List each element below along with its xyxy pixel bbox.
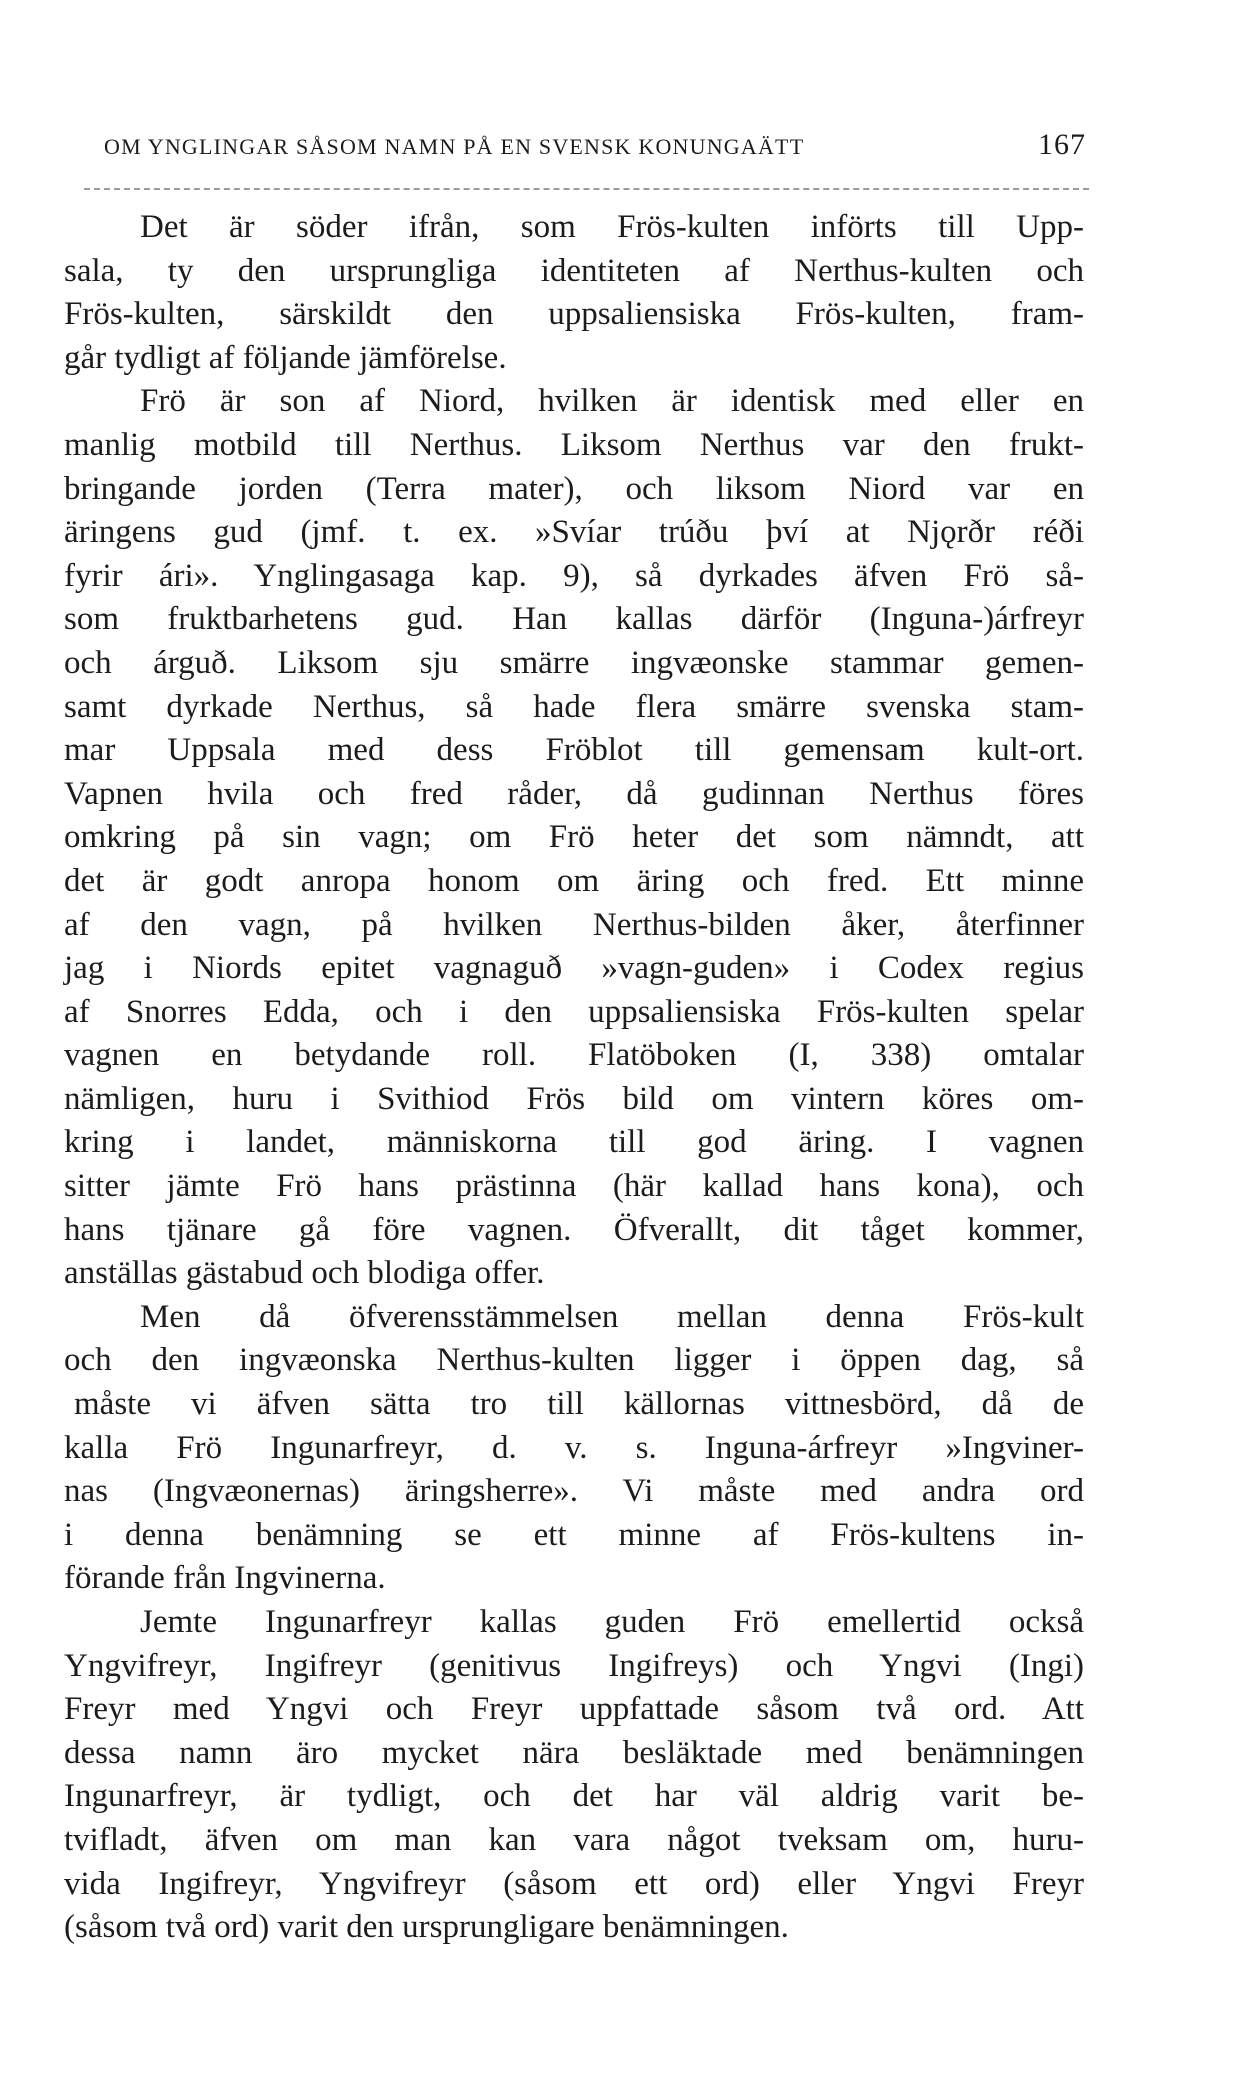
text-line: Freyr med Yngvi och Freyr uppfattade såsom två ord. Att: [64, 1691, 1084, 1728]
text-line: bringande jorden (Terra mater), och liksom Niord var en: [64, 470, 1084, 507]
page-header: [104, 128, 1086, 162]
text-line: och árguð. Liksom sju smärre ingvæonske stammar gemen-: [64, 644, 1084, 681]
text-line: samt dyrkade Nerthus, så hade flera smärre svenska stam-: [64, 688, 1084, 725]
text-line: och den ingvæonska Nerthus-kulten ligger i öppen dag, så: [64, 1342, 1084, 1379]
text-line: som fruktbarhetens gud. Han kallas därför (Inguna-)árfreyr: [64, 601, 1084, 638]
text-line: måste vi äfven sätta tro till källornas vittnesbörd, då de: [74, 1386, 1084, 1423]
text-line: anställas gästabud och blodiga offer.: [64, 1255, 545, 1292]
text-line: går tydligt af följande jämförelse.: [64, 339, 507, 376]
text-line: omkring på sin vagn; om Frö heter det som nämndt, att: [64, 819, 1084, 856]
text-line: Ingunarfreyr, är tydligt, och det har väl aldrig varit be-: [64, 1778, 1084, 1815]
page-number: 167: [1038, 128, 1086, 161]
text-line: vida Ingifreyr, Yngvifreyr (såsom ett ord) eller Yngvi Freyr: [64, 1865, 1084, 1902]
text-line: Jemte Ingunarfreyr kallas guden Frö emellertid också: [140, 1604, 1084, 1640]
text-line: äringens gud (jmf. t. ex. »Svíar trúðu því at Njǫrðr réði: [64, 514, 1084, 551]
text-line: Vapnen hvila och fred råder, då gudinnan Nerthus föres: [64, 775, 1084, 812]
header-rule: [84, 188, 1089, 190]
text-line: kalla Frö Ingunarfreyr, d. v. s. Inguna-árfreyr »Ingviner-: [64, 1429, 1084, 1466]
text-line: vagnen en betydande roll. Flatöboken (I, 338) omtalar: [64, 1037, 1084, 1074]
text-line: jag i Niords epitet vagnaguð »vagn-guden» i Codex regius: [64, 950, 1084, 987]
text-line: mar Uppsala med dess Fröblot till gemensam kult-ort.: [64, 732, 1084, 769]
text-line: i denna benämning se ett minne af Frös-kultens in-: [64, 1516, 1084, 1553]
text-line: nas (Ingvæonernas) äringsherre». Vi måste med andra ord: [64, 1473, 1084, 1510]
text-line: nämligen, huru i Svithiod Frös bild om vintern köres om-: [64, 1080, 1084, 1117]
text-line: Men då öfverensstämmelsen mellan denna Frös-kult: [140, 1298, 1084, 1335]
text-line: sala, ty den ursprungliga identiteten af Nerthus-kulten och: [64, 252, 1084, 289]
text-line: tvifladt, äfven om man kan vara något tveksam om, huru-: [64, 1821, 1084, 1858]
text-line: förande från Ingvinerna.: [64, 1560, 386, 1597]
text-line: dessa namn äro mycket nära besläktade med benämningen: [64, 1734, 1084, 1771]
text-line: af Snorres Edda, och i den uppsaliensiska Frös-kulten spelar: [64, 993, 1084, 1030]
text-line: af den vagn, på hvilken Nerthus-bilden åker, återfinner: [64, 906, 1084, 943]
running-title: OM YNGLINGAR SÅSOM NAMN PÅ EN SVENSK KONUNGAÄTT: [104, 134, 805, 159]
text-line: Det är söder ifrån, som Frös-kulten införts till Upp-: [140, 209, 1084, 245]
text-line: Frös-kulten, särskildt den uppsaliensiska Frös-kulten, fram-: [64, 296, 1084, 333]
text-line: hans tjänare gå före vagnen. Öfverallt, dit tåget kommer,: [64, 1211, 1084, 1248]
text-line: det är godt anropa honom om äring och fred. Ett minne: [64, 862, 1084, 899]
text-line: fyrir ári». Ynglingasaga kap. 9), så dyrkades äfven Frö så-: [64, 557, 1084, 594]
text-line: kring i landet, människorna till god äring. I vagnen: [64, 1124, 1084, 1161]
body-text: [64, 206, 1084, 1950]
text-line: Frö är son af Niord, hvilken är identisk med eller en: [140, 383, 1084, 420]
text-line: sitter jämte Frö hans prästinna (här kallad hans kona), och: [64, 1168, 1084, 1205]
text-line: manlig motbild till Nerthus. Liksom Nerthus var den frukt-: [64, 426, 1084, 463]
text-line: Yngvifreyr, Ingifreyr (genitivus Ingifreys) och Yngvi (Ingi): [64, 1647, 1084, 1684]
text-line: (såsom två ord) varit den ursprungligare benämningen.: [64, 1909, 789, 1946]
